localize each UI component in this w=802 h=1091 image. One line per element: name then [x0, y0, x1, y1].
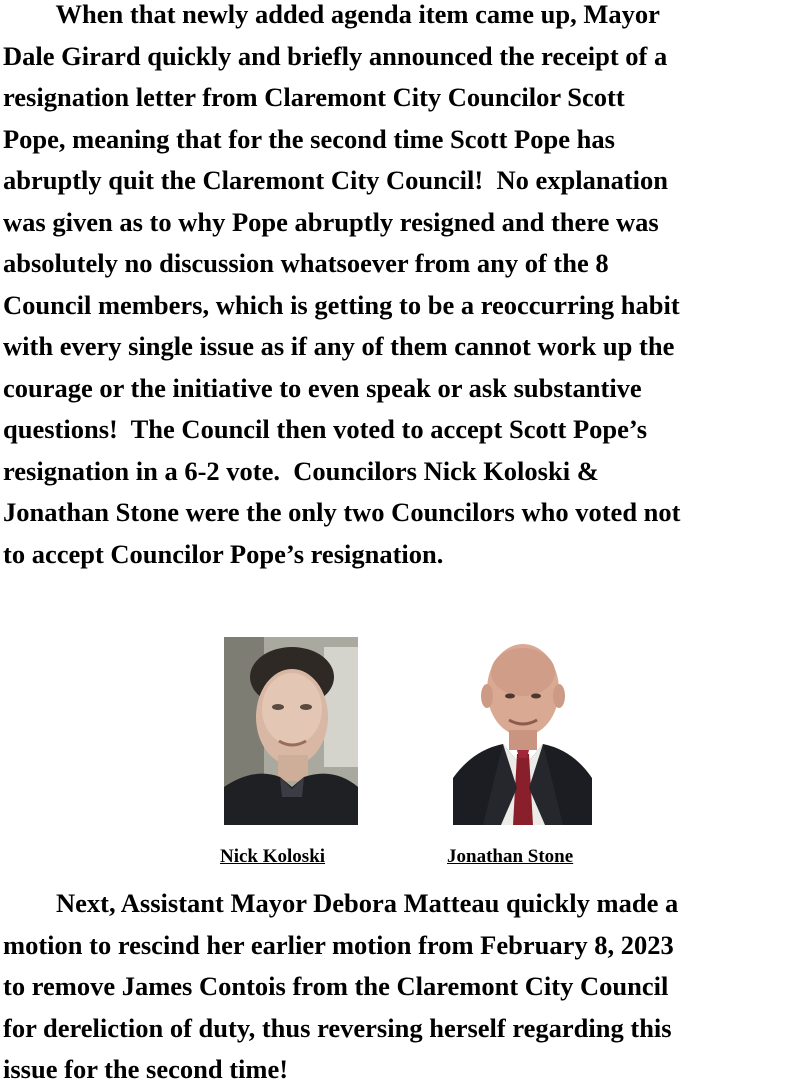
paragraph-line: When that newly added agenda item came up, Mayor: [3, 0, 660, 29]
paragraph-line: resignation in a 6-2 vote. Councilors Nick Koloski &: [3, 455, 599, 486]
jonathan-stone-caption: Jonathan Stone: [447, 846, 574, 867]
nick-koloski-photo: [224, 637, 358, 825]
paragraph-line: for dereliction of duty, thus reversing herself regarding this: [3, 1012, 672, 1043]
paragraph-line: Jonathan Stone were the only two Councilors who voted not: [3, 497, 681, 527]
article-paragraph-motion: [3, 883, 802, 1091]
paragraph-line: to remove James Contois from the Claremont City Council: [3, 971, 669, 1001]
paragraph-line: issue for the second time!: [3, 1054, 289, 1084]
paragraph-line: Dale Girard quickly and briefly announced the receipt of a: [3, 40, 668, 71]
paragraph-line: courage or the initiative to even speak or ask substantive: [3, 372, 642, 403]
paragraph-line: Council members, which is getting to be a reoccurring habit: [3, 289, 680, 320]
paragraph-line: to accept Councilor Pope’s resignation.: [3, 538, 444, 569]
paragraph-line: absolutely no discussion whatsoever from any of the 8: [3, 248, 609, 278]
paragraph-line: resignation letter from Claremont City Councilor Scott: [3, 82, 625, 112]
jonathan-stone-photo: [453, 638, 592, 825]
paragraph-line: questions! The Council then voted to accept Scott Pope’s: [3, 414, 648, 444]
paragraph-line: motion to rescind her earlier motion from February 8, 2023: [3, 929, 674, 960]
paragraph-line: was given as to why Pope abruptly resigned and there was: [3, 206, 659, 237]
article-paragraph-resignation: [3, 0, 802, 575]
paragraph-line: Next, Assistant Mayor Debora Matteau quickly made a: [3, 888, 679, 918]
nick-koloski-caption: Nick Koloski: [220, 846, 326, 867]
paragraph-line: abruptly quit the Claremont City Council! No explanation: [3, 165, 668, 195]
paragraph-line: Pope, meaning that for the second time Scott Pope has: [3, 123, 615, 154]
paragraph-line: with every single issue as if any of them cannot work up the: [3, 331, 675, 361]
